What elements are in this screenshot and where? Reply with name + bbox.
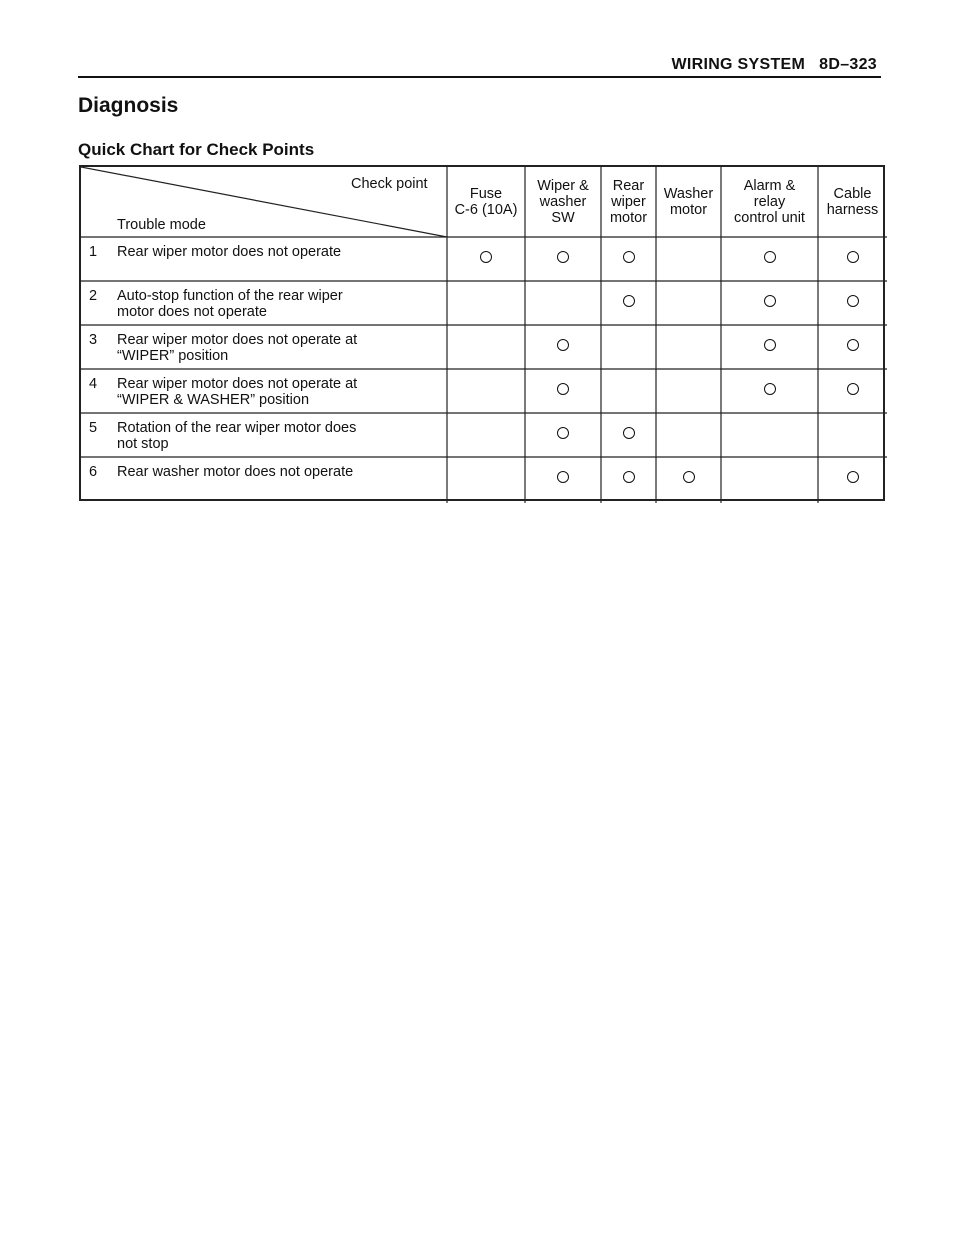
check-mark-circle-icon: [764, 383, 776, 395]
trouble-mode-text: Rotation of the rear wiper motor does not stop: [117, 420, 357, 452]
check-mark-circle-icon: [623, 251, 635, 263]
trouble-mode-text: Rear wiper motor does not operate at “WIPER” position: [117, 332, 358, 364]
column-header: [601, 167, 656, 237]
check-mark-circle-icon: [764, 251, 776, 263]
column-header: [656, 167, 721, 237]
row-number: 3: [89, 332, 98, 348]
check-mark-circle-icon: [847, 339, 859, 351]
check-mark-circle-icon: [764, 295, 776, 307]
page-title: Diagnosis: [78, 94, 179, 117]
check-mark-circle-icon: [847, 383, 859, 395]
check-mark-circle-icon: [623, 471, 635, 483]
check-mark-circle-icon: [557, 339, 569, 351]
row-number: 6: [89, 464, 98, 480]
column-header: [721, 167, 818, 237]
chart-title: Quick Chart for Check Points: [78, 140, 315, 159]
trouble-mode-text: Rear washer motor does not operate: [117, 464, 354, 480]
check-mark-circle-icon: [764, 339, 776, 351]
check-mark-circle-icon: [623, 295, 635, 307]
row-number: 1: [89, 244, 98, 260]
column-header-label: Alarm & relay control unit: [734, 178, 805, 226]
trouble-mode-text: Rear wiper motor does not operate: [117, 244, 342, 260]
row-number: 5: [89, 420, 98, 436]
column-header: [818, 167, 887, 237]
header-text: [671, 56, 877, 74]
check-point-table: [79, 165, 885, 501]
check-mark-circle-icon: [847, 471, 859, 483]
check-mark-circle-icon: [557, 427, 569, 439]
check-mark-circle-icon: [847, 251, 859, 263]
check-mark-circle-icon: [557, 251, 569, 263]
trouble-mode-text: Auto-stop function of the rear wiper motor does not operate: [117, 288, 343, 320]
page-header: [78, 54, 881, 78]
check-mark-circle-icon: [557, 383, 569, 395]
check-mark-circle-icon: [683, 471, 695, 483]
check-mark-circle-icon: [557, 471, 569, 483]
column-header: [525, 167, 601, 237]
row-number: 4: [89, 376, 98, 392]
column-header-label: Washer motor: [663, 186, 714, 218]
check-mark-circle-icon: [847, 295, 859, 307]
column-header-label: Wiper & washer SW: [537, 178, 589, 226]
column-header-label: Fuse C-6 (10A): [454, 186, 518, 218]
corner-trouble-mode: Trouble mode: [117, 217, 206, 233]
row-number: 2: [89, 288, 98, 304]
check-mark-circle-icon: [623, 427, 635, 439]
trouble-mode-text: Rear wiper motor does not operate at “WIPER & WASHER” position: [117, 376, 358, 408]
header-page-number: 8D–323: [819, 56, 877, 73]
corner-check-point: Check point: [351, 176, 428, 192]
check-mark-circle-icon: [480, 251, 492, 263]
column-header-label: Cable harness: [826, 186, 879, 218]
column-header-label: Rear wiper motor: [609, 178, 648, 226]
column-header: [447, 167, 525, 237]
header-section: WIRING SYSTEM: [671, 56, 806, 73]
